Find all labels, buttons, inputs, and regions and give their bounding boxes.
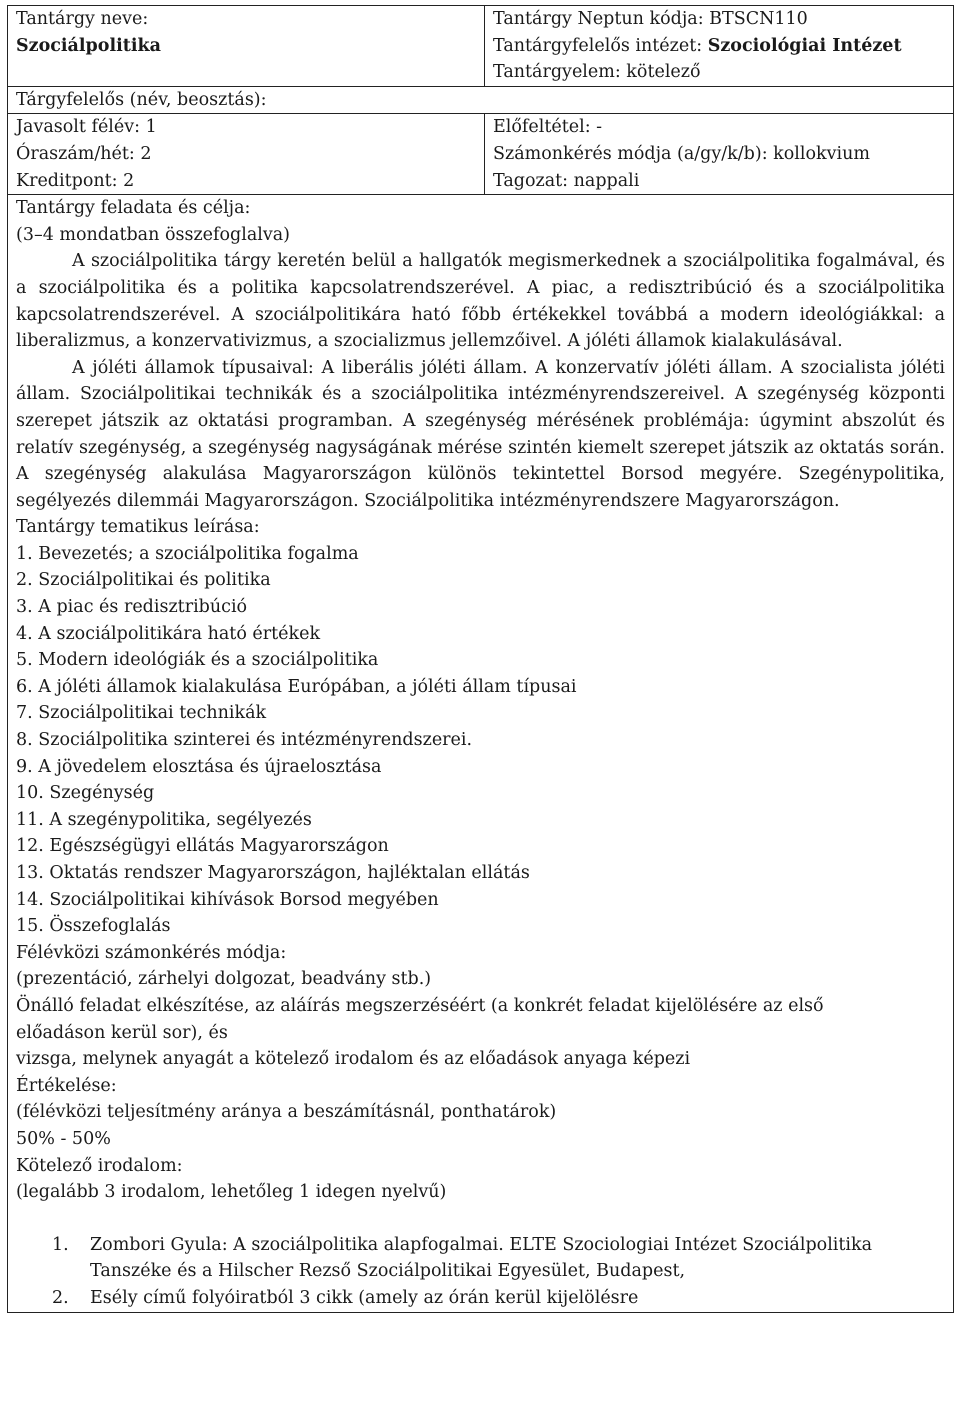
- literature-line: Tanszéke és a Hilscher Rezső Szociálpolitikai Egyesület, Budapest,: [90, 1261, 686, 1282]
- content-cell: [8, 195, 954, 1312]
- list-item: 2. Szociálpolitikai és politika: [16, 570, 271, 591]
- list-item: 12. Egészségügyi ellátás Magyarországon: [16, 836, 389, 857]
- literature-note: (legalább 3 irodalom, lehetőleg 1 idegen nyelvű): [16, 1182, 447, 1203]
- goals-label: Tantárgy feladata és célja:: [16, 198, 251, 219]
- list-item: 3. A piac és redisztribúció: [16, 597, 248, 618]
- header-row: [8, 6, 954, 87]
- responsible-cell: [8, 86, 954, 114]
- responsible-row: [8, 86, 954, 114]
- evaluation-label: Értékelése:: [16, 1075, 117, 1096]
- info-row: [8, 114, 954, 195]
- responsible-label: Tárgyfelelős (név, beosztás):: [16, 89, 267, 110]
- midterm-line-3: vizsga, melynek anyagát a kötelező irodalom és az előadások anyaga képezi: [16, 1049, 691, 1070]
- info-left-cell: [8, 114, 485, 195]
- institute-label: Tantárgyfelelős intézet:: [493, 35, 708, 56]
- list-item: 6. A jóléti államok kialakulása Európában, a jóléti állam típusai: [16, 676, 577, 697]
- literature-list: [16, 1232, 945, 1312]
- list-item: 13. Oktatás rendszer Magyarországon, hajléktalan ellátás: [16, 863, 530, 883]
- goals-paragraph-2: A jóléti államok típusaival: A liberális jóléti állam. A konzervatív jóléti állam. A szocialista jóléti állam. Szociálpolitikai technikák és a szociálpolitika intézményrendszereivel. A szegénység központi szerepet játszik az oktatási programban. A szegénység mérésének problémája: úgymint abszolút és relatív szegénység, a szegénység nagyságának mérése szintén kiemelt szerepet játszik az oktatás során. A szegénység alakulása Magyarországon különös tekintettel Borsod megyére. Szegénypolitika, segélyezés dilemmái Magyarországon. Szociálpolitika intézményrendszere Magyarországon.: [16, 357, 945, 511]
- institute-name: Szociológiai Intézet: [707, 35, 902, 56]
- goals-note: (3–4 mondatban összefoglalva): [16, 224, 291, 245]
- midterm-note: (prezentáció, zárhelyi dolgozat, beadvány stb.): [16, 969, 432, 990]
- midterm-label: Félévközi számonkérés módja:: [16, 942, 287, 963]
- literature-number: 2.: [52, 1287, 69, 1308]
- spacer: [16, 1206, 945, 1232]
- literature-number: 1.: [52, 1234, 69, 1255]
- institute-line: [493, 33, 945, 60]
- subject-name-label: Tantárgy neve:: [16, 9, 149, 29]
- subject-codes-cell: [485, 6, 954, 87]
- course-info-table: [7, 5, 954, 1313]
- literature-line: Zombori Gyula: A szociálpolitika alapfogalmai. ELTE Szociologiai Intézet Szociálpolitika: [90, 1234, 873, 1255]
- assessment-mode: Számonkérés módja (a/gy/k/b): kollokvium: [493, 143, 870, 164]
- literature-line: Esély című folyóiratból 3 cikk (amely az órán kerül kijelölésre: [90, 1287, 639, 1308]
- content-row: [8, 195, 954, 1312]
- subject-name: Szociálpolitika: [16, 35, 161, 56]
- list-item: 10. Szegénység: [16, 783, 155, 804]
- credits: Kreditpont: 2: [16, 170, 135, 191]
- literature-label: Kötelező irodalom:: [16, 1155, 183, 1176]
- neptun-code: Tantárgy Neptun kódja: BTSCN110: [493, 9, 808, 29]
- midterm-line-2: előadáson kerül sor), és: [16, 1022, 228, 1043]
- midterm-line-1: Önálló feladat elkészítése, az aláírás megszerzéséért (a konkrét feladat kijelölésére az első: [16, 995, 824, 1016]
- list-item: 11. A szegénypolitika, segélyezés: [16, 809, 312, 830]
- list-item: 15. Összefoglalás: [16, 916, 171, 937]
- subject-name-cell: [8, 6, 485, 87]
- list-item: [16, 1285, 945, 1312]
- topics-label: Tantárgy tematikus leírása:: [16, 517, 260, 538]
- evaluation-ratio: 50% - 50%: [16, 1128, 111, 1149]
- list-item: 14. Szociálpolitikai kihívások Borsod megyében: [16, 889, 439, 910]
- evaluation-note: (félévközi teljesítmény aránya a beszámításnál, ponthatárok): [16, 1102, 557, 1123]
- list-item: 7. Szociálpolitikai technikák: [16, 703, 267, 724]
- list-item: 9. A jövedelem elosztása és újraelosztása: [16, 756, 382, 777]
- list-item: 5. Modern ideológiák és a szociálpolitika: [16, 650, 379, 671]
- info-right-cell: [485, 114, 954, 195]
- goals-paragraph-1: A szociálpolitika tárgy keretén belül a hallgatók megismerkednek a szociálpolitika fogalmával, és a szociálpolitika és a politika kapcsolatrendszerével. A piac, a redisztribúció és a szociálpolitika kapcsolatrendszerével. A szociálpolitikára ható főbb értékekkel továbbá a modern ideológiákkal: a liberalizmus, a konzervativizmus, a szocializmus jellemzőivel. A jóléti államok kialakulásával.: [16, 251, 945, 352]
- prerequisite: Előfeltétel: -: [493, 117, 603, 138]
- list-item: 1. Bevezetés; a szociálpolitika fogalma: [16, 543, 359, 564]
- semester: Javasolt félév: 1: [16, 117, 157, 138]
- hours-per-week: Óraszám/hét: 2: [16, 143, 152, 164]
- topics-list: [16, 541, 945, 940]
- list-item: [16, 1232, 945, 1285]
- list-item: 4. A szociálpolitikára ható értékek: [16, 623, 321, 644]
- list-item: 8. Szociálpolitika szinterei és intézményrendszerei.: [16, 730, 473, 751]
- study-mode: Tagozat: nappali: [493, 170, 640, 191]
- subject-element: Tantárgyelem: kötelező: [493, 62, 701, 83]
